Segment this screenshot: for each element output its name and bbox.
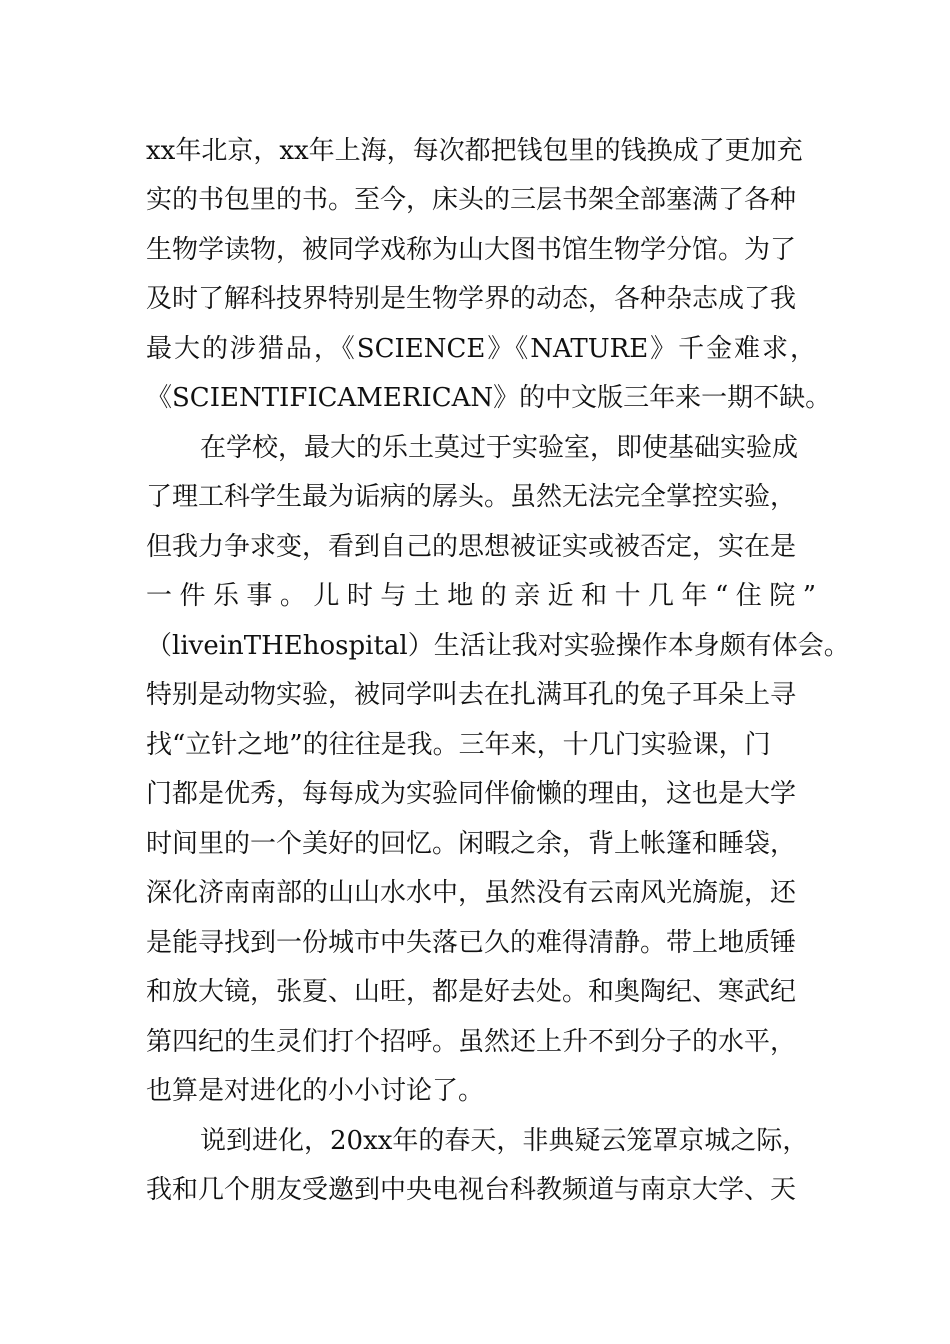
text-line: 深化济南南部的山山水水中，虽然没有云南风光旖旎，还 [146,878,797,908]
text-line: 生物学读物，被同学戏称为山大图书馆生物学分馆。为了 [146,235,797,265]
text-line: 时间里的一个美好的回忆。闲暇之余，背上帐篷和睡袋， [146,829,797,859]
text-line: 实的书包里的书。至今，床头的三层书架全部塞满了各种 [146,185,797,215]
text-line: 最大的涉猎品，《SCIENCE》《NATURE》千金难求， [146,334,816,364]
text-line: 《SCIENTIFICAMERICAN》的中文版三年来一期不缺。 [146,383,832,413]
text-line: （liveinTHEhospital）生活让我对实验操作本身颇有体会。 [146,631,850,661]
text-line: 但我力争求变，看到自己的思想被证实或被否定，实在是 [146,532,797,562]
paragraph-first-line: 在学校，最大的乐土莫过于实验室，即使基础实验成 [200,433,799,463]
text-line: 门都是优秀，每每成为实验同伴偷懒的理由，这也是大学 [146,779,797,809]
text-line: 找“立针之地”的往往是我。三年来，十几门实验课，门 [146,730,771,760]
text-line: 特别是动物实验，被同学叫去在扎满耳孔的兔子耳朵上寻 [146,680,797,710]
text-line: 及时了解科技界特别是生物学界的动态，各种杂志成了我 [146,284,797,314]
text-line: xx年北京，xx年上海，每次都把钱包里的钱换成了更加充 [146,136,803,166]
text-line: 一件乐事。儿时与土地的亲近和十几年“住院” [146,581,816,611]
text-line: 了理工科学生最为诟病的孱头。虽然无法完全掌控实验， [146,482,797,512]
text-line: 我和几个朋友受邀到中央电视台科教频道与南京大学、天 [146,1175,797,1205]
text-line: 也算是对进化的小小讨论了。 [146,1076,485,1106]
paragraph-first-line: 说到进化，20xx年的春天，非典疑云笼罩京城之际， [200,1126,809,1156]
text-line: 第四纪的生灵们打个招呼。虽然还上升不到分子的水平， [146,1027,797,1057]
text-line: 和放大镜，张夏、山旺，都是好去处。和奥陶纪、寒武纪 [146,977,797,1007]
text-line: 是能寻找到一份城市中失落已久的难得清静。带上地质锤 [146,928,797,958]
